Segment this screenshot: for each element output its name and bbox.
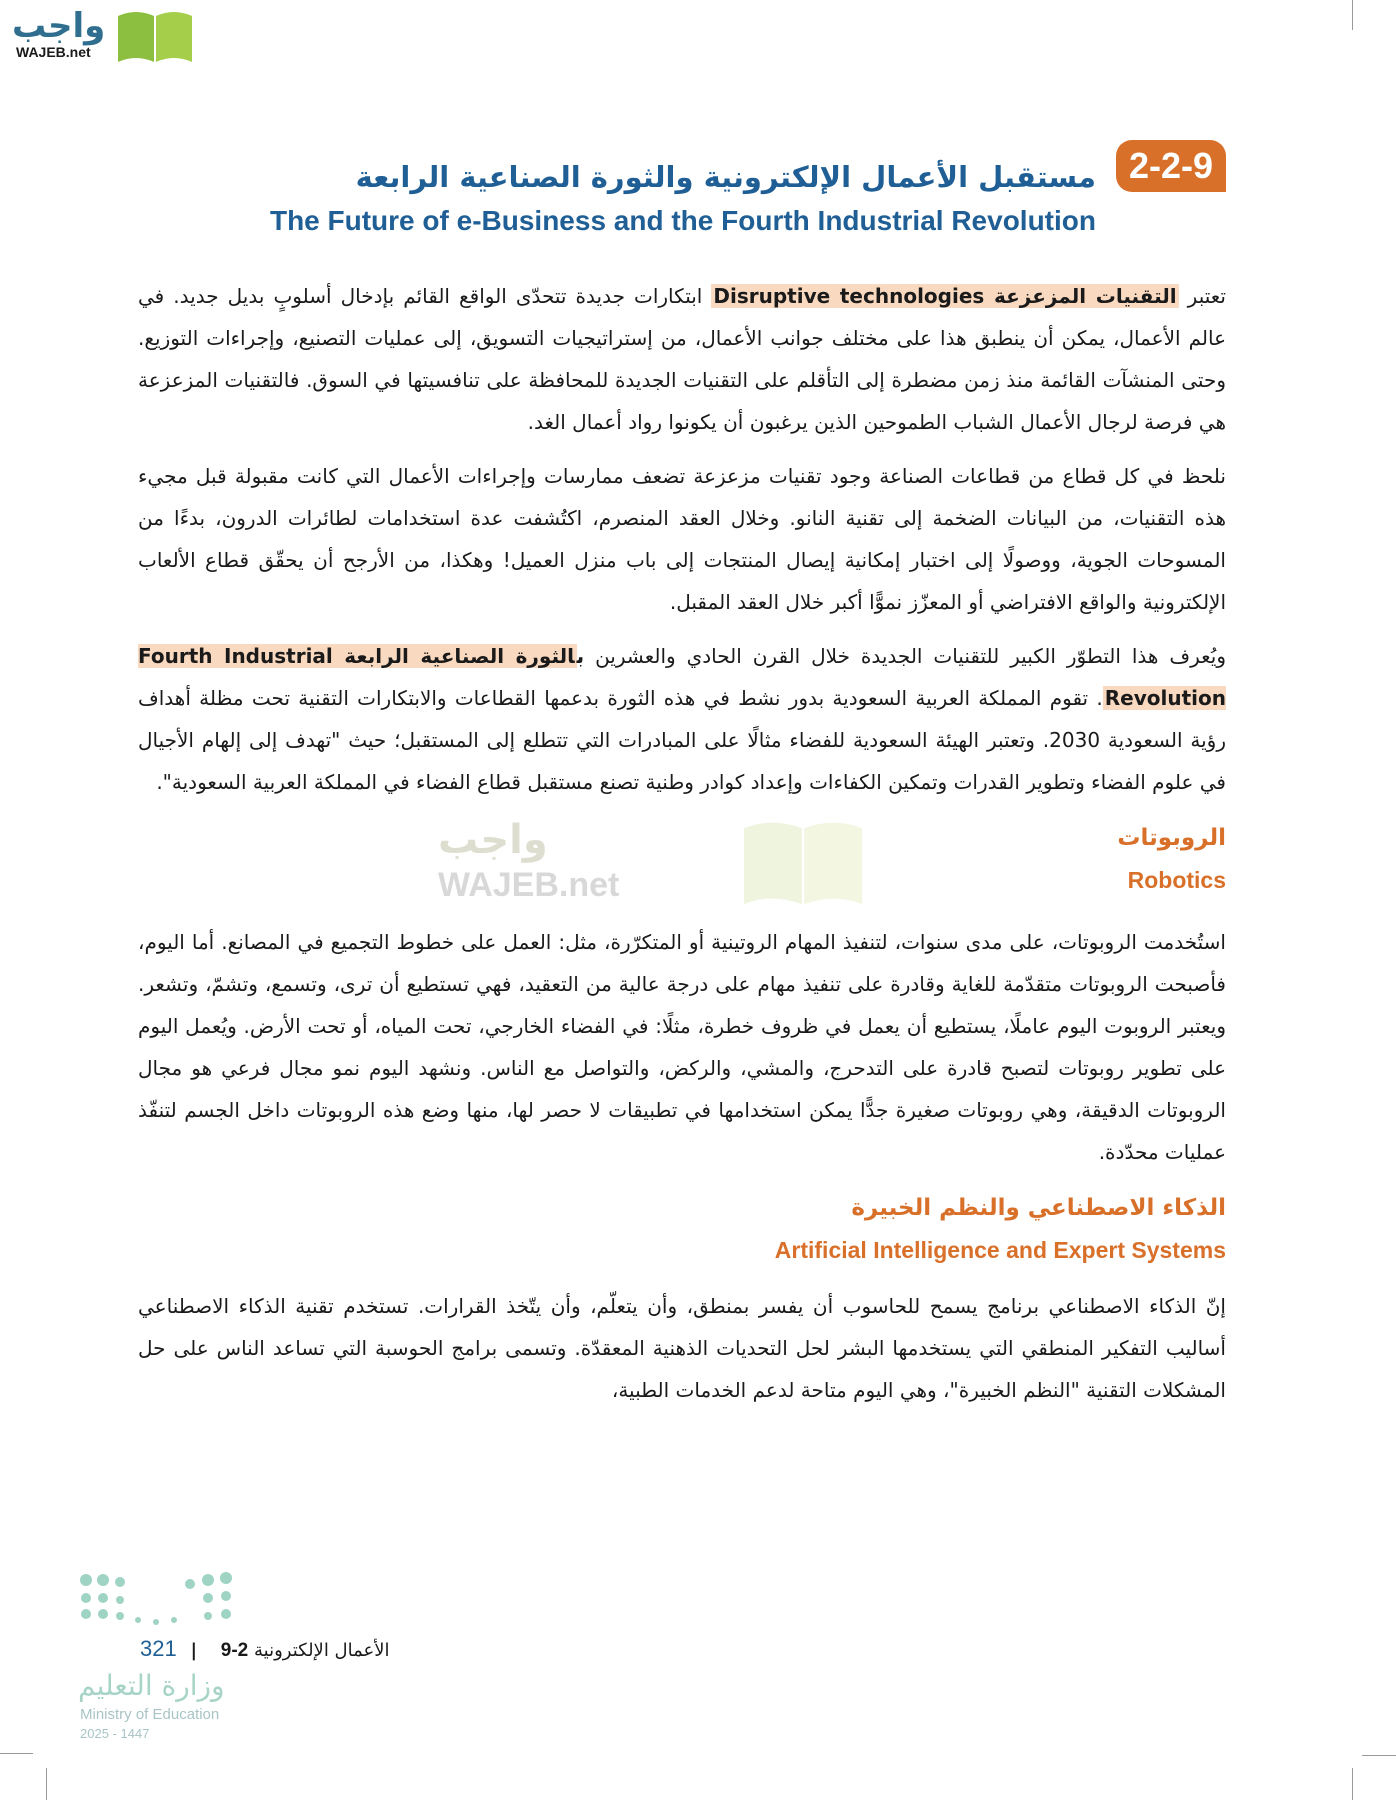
book-icon [738, 817, 868, 907]
watermark-latin: WAJEB.net [438, 866, 620, 904]
section-number-badge: 2-2-9 [1116, 140, 1226, 192]
page-footer [140, 1636, 390, 1662]
ai-heading-row [138, 1187, 1226, 1271]
heading-robotics-arabic: الروبوتات [1117, 825, 1226, 851]
robotics-heading-row [138, 817, 1226, 907]
footer-chapter-number: 2-9 [220, 1640, 249, 1661]
ministry-dots-icon [78, 1572, 248, 1627]
logo-latin: WAJEB.net [16, 44, 91, 60]
text: ابتكارات جديدة تتحدّى الواقع القائم بإدخال أسلوبٍ بديل جديد. في عالم الأعمال، يمكن أن ينطبق هذا على مختلف جوانب الأعمال، من إستراتيجيات التسويق، إلى عمليات التصنيع، وإجراءات التوزيع. وحتى المنشآت القائمة منذ زمن مضطرة إلى التأقلم على التقنيات الجديدة للمحافظة على تنافسيتها في السوق. فالتقنيات المزعزعة هي فرصة لرجال الأعمال الشباب الطموحين الذين يرغبون أن يكونوا رواد أعمال الغد. [138, 284, 1226, 434]
logo-arabic: واجب [12, 6, 106, 46]
ministry-years: 2025 - 1447 [80, 1726, 150, 1741]
crop-mark [1362, 1755, 1396, 1756]
paragraph-ai [138, 1285, 1226, 1411]
ai-heading [775, 1187, 1226, 1271]
footer-separator: | [190, 1640, 198, 1661]
highlighted-term: التقنيات المزعزعة Disruptive technologies [713, 284, 1177, 308]
text: . تقوم المملكة العربية السعودية بدور نشط في هذه الثورة بدعمها القطاعات والابتكارات التقنية تحت مظلة أهداف رؤية السعودية 2030. وتعتبر الهيئة السعودية للفضاء مثالًا على المبادرات التي تتطلع إلى المستقبل؛ حيث "تهدف إلى إلهام الأجيال في علوم الفضاء وتطوير القدرات وتمكين الكفاءات وإعداد كوادر وطنية تصنع مستقبل قطاع الفضاء في المملكة العربية السعودية". [138, 686, 1226, 794]
footer-chapter-title: الأعمال الإلكترونية [253, 1640, 390, 1661]
ministry-english: Ministry of Education [80, 1706, 220, 1723]
paragraph-disruptive-tech [138, 275, 1226, 443]
paragraph-robotics [138, 921, 1226, 1173]
paragraph-industry [138, 455, 1226, 623]
crop-mark [0, 1753, 33, 1754]
book-icon [116, 6, 194, 64]
crop-mark [1352, 1768, 1353, 1800]
text: استُخدمت الروبوتات، على مدى سنوات، لتنفيذ المهام الروتينية أو المتكرّرة، مثل: العمل على خطوط التجميع في المصانع. أما اليوم، فأصبحت الروبوتات متقدّمة للغاية وقادرة على تنفيذ مهام على درجة عالية من التعقيد، فهي تستطيع أن ترى، وتسمع، وتشمّ، وتشعر. ويعتبر الروبوت اليوم عاملًا، يستطيع أن يعمل في ظروف خطرة، مثلًا: في الفضاء الخارجي، تحت المياه، أو تحت الأرض. ويُعمل اليوم على تطوير روبوتات لتصبح قادرة على التدحرج، والمشي، والركض، والتواصل مع الناس. ونشهد اليوم نمو مجال فرعي هو مجال الروبوتات الدقيقة، وهي روبوتات صغيرة جدًّا يمكن استخدامها في تطبيقات لا حصر لها، منها وضع هذه الروبوتات داخل الجسم لتنفّذ عمليات محدّدة. [138, 930, 1226, 1164]
section-title-english: The Future of e-Business and the Fourth Industrial Revolution [269, 205, 1096, 236]
body-content [138, 275, 1226, 1423]
text: ويُعرف هذا التطوّر الكبير للتقنيات الجديدة خلال القرن الحادي والعشرين [584, 644, 1226, 668]
paragraph-fourth-revolution [138, 635, 1226, 803]
ministry-arabic: وزارة التعليم [78, 1669, 225, 1702]
wajeb-logo[interactable] [8, 4, 193, 66]
robotics-heading [1117, 817, 1226, 901]
crop-mark [46, 1768, 47, 1800]
text: نلحظ في كل قطاع من قطاعات الصناعة وجود تقنيات مزعزعة تضعف ممارسات وإجراءات الأعمال التي كانت مقبولة قبل مجيء هذه التقنيات، من البيانات الضخمة إلى تقنية النانو. وخلال العقد المنصرم، اكتُشفت عدة استخدامات لطائرات الدرون، بدءًا من المسوحات الجوية، ووصولًا إلى اختبار إمكانية إيصال المنتجات إلى باب منزل العميل! وهكذا، من الأرجح أن يحقّق قطاع الألعاب الإلكترونية والواقع الافتراضي أو المعزّز نموًّا أكبر خلال العقد المقبل. [138, 464, 1226, 614]
crop-mark [1352, 0, 1353, 30]
heading-robotics-english: Robotics [1127, 867, 1226, 893]
page-number: 321 [140, 1636, 177, 1661]
text: ب [576, 644, 585, 668]
section-title-arabic: مستقبل الأعمال الإلكترونية والثورة الصناعية الرابعة [355, 160, 1096, 194]
watermark-arabic: واجب [438, 817, 548, 863]
heading-ai-english: Artificial Intelligence and Expert Systems [774, 1237, 1226, 1263]
ministry-logo [78, 1572, 278, 1772]
watermark [438, 817, 958, 907]
text: تعتبر [1178, 284, 1226, 308]
highlighted-term: الثورة الصناعية الرابعة Fourth Industrial Revolution [138, 644, 1226, 710]
text: إنّ الذكاء الاصطناعي برنامج يسمح للحاسوب أن يفسر بمنطق، وأن يتعلّم، وأن يتّخذ القرارات. تستخدم تقنية الذكاء الاصطناعي أساليب التفكير المنطقي التي يستخدمها البشر لحل التحديات الذهنية المعقدّة. وتسمى برامج الحوسبة التي تساعد الناس على حل المشكلات التقنية "النظم الخبيرة"، وهي اليوم متاحة لدعم الخدمات الطبية، [138, 1294, 1226, 1402]
heading-ai-arabic: الذكاء الاصطناعي والنظم الخبيرة [851, 1195, 1226, 1221]
